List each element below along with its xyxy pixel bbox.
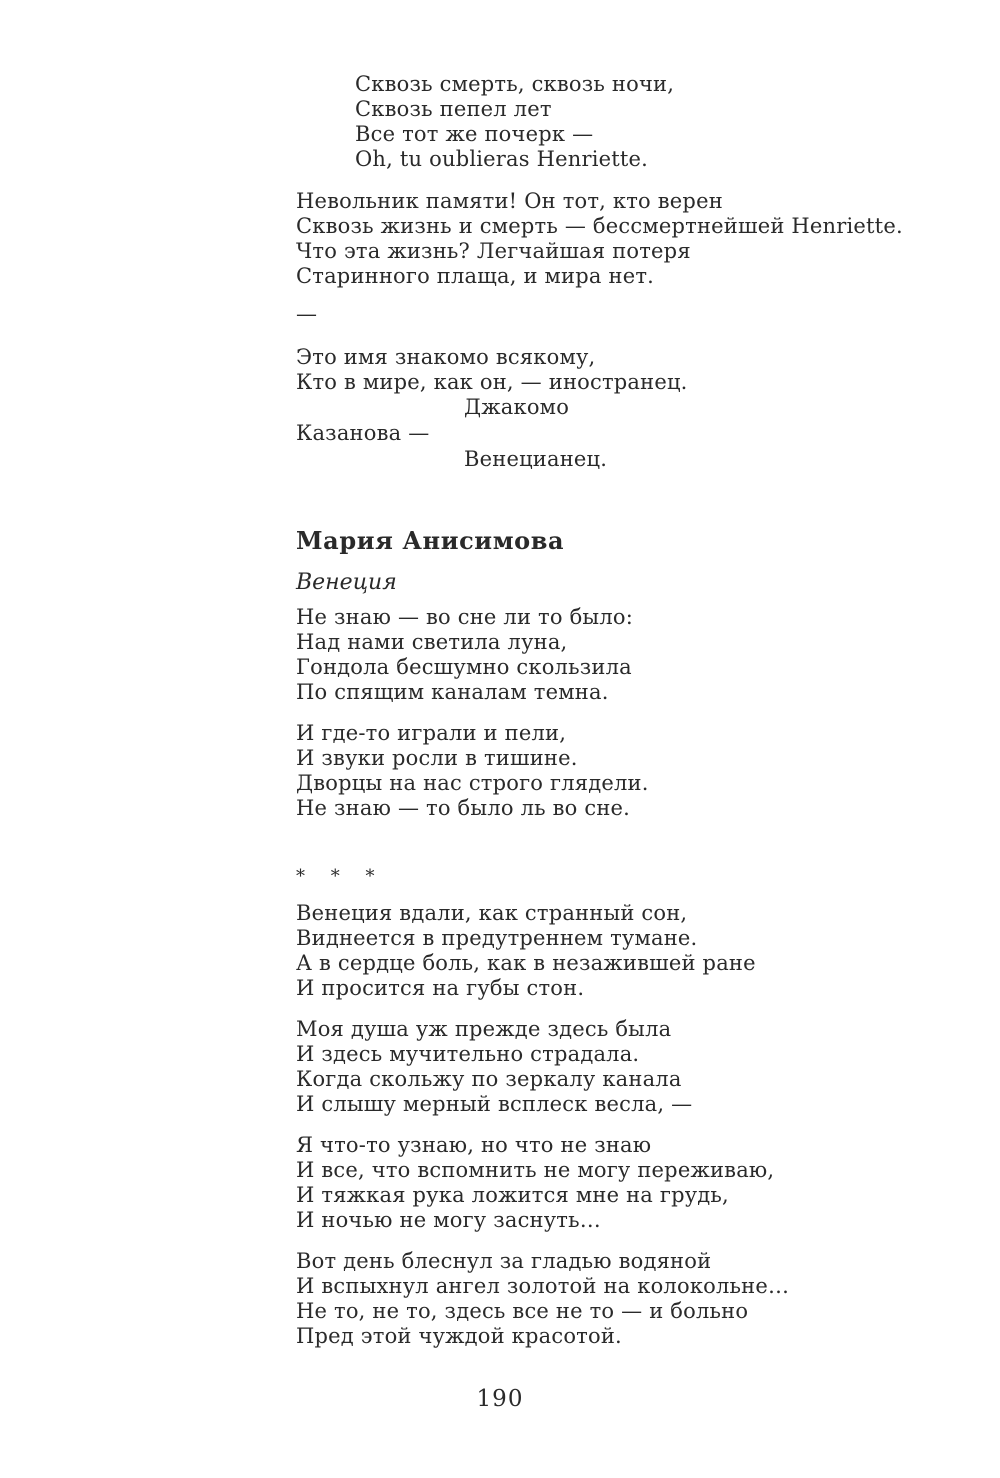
verse-line: Кто в мире, как он, — иностранец.	[296, 370, 688, 394]
verse-line: Моя душа уж прежде здесь была	[296, 1017, 672, 1041]
verse-line: Не знаю — то было ль во сне.	[296, 796, 631, 820]
verse-line: И где-то играли и пели,	[296, 721, 567, 745]
verse-line: Сквозь жизнь и смерть — бессмертнейшей Henriette.	[296, 214, 903, 238]
verse-line: Над нами светила луна,	[296, 630, 568, 654]
verse-line: Дворцы на нас строго глядели.	[296, 771, 649, 795]
poem-title: Венеция	[296, 570, 397, 595]
verse-line: Джакомо	[464, 395, 570, 419]
verse-line: Сквозь пепел лет	[355, 97, 552, 121]
verse-line: А в сердце боль, как в незажившей ране	[296, 951, 756, 975]
verse-line: Старинного плаща, и мира нет.	[296, 264, 655, 288]
verse-line: И вспыхнул ангел золотой на колокольне…	[296, 1274, 790, 1298]
page-number: 190	[476, 1386, 524, 1412]
verse-line: И звуки росли в тишине.	[296, 746, 578, 770]
verse-line: Сквозь смерть, сквозь ночи,	[355, 72, 675, 96]
stars-separator: * * *	[296, 866, 385, 887]
verse-line: Гондола бесшумно скользила	[296, 655, 632, 679]
verse-line: И просится на губы стон.	[296, 976, 585, 1000]
verse-line: Это имя знакомо всякому,	[296, 345, 596, 369]
verse-line: И все, что вспомнить не могу переживаю,	[296, 1158, 775, 1182]
verse-line: Не знаю — во сне ли то было:	[296, 605, 633, 629]
verse-line: Когда скольжу по зеркалу канала	[296, 1067, 682, 1091]
verse-line: Что эта жизнь? Легчайшая потеря	[296, 239, 691, 263]
verse-line: По спящим каналам темна.	[296, 680, 609, 704]
verse-line: И ночью не могу заснуть…	[296, 1208, 601, 1232]
author-heading: Мария Анисимова	[296, 526, 565, 555]
verse-line: Казанова —	[296, 421, 430, 445]
verse-line: Вот день блеснул за гладью водяной	[296, 1249, 712, 1273]
verse-line: Венеция вдали, как странный сон,	[296, 901, 688, 925]
verse-line: Не то, не то, здесь все не то — и больно	[296, 1299, 749, 1323]
verse-line: Я что-то узнаю, но что не знаю	[296, 1133, 652, 1157]
verse-line: Пред этой чуждой красотой.	[296, 1324, 622, 1348]
verse-line: И тяжкая рука ложится мне на грудь,	[296, 1183, 729, 1207]
verse-line: Oh, tu oublieras Henriette.	[355, 147, 649, 171]
verse-line: И слышу мерный всплеск весла, —	[296, 1092, 693, 1116]
section-separator: —	[296, 302, 317, 326]
verse-line: Венецианец.	[464, 447, 608, 471]
verse-line: Виднеется в предутреннем тумане.	[296, 926, 698, 950]
verse-line: Все тот же почерк —	[355, 122, 594, 146]
verse-line: Невольник памяти! Он тот, кто верен	[296, 189, 723, 213]
verse-line: И здесь мучительно страдала.	[296, 1042, 640, 1066]
